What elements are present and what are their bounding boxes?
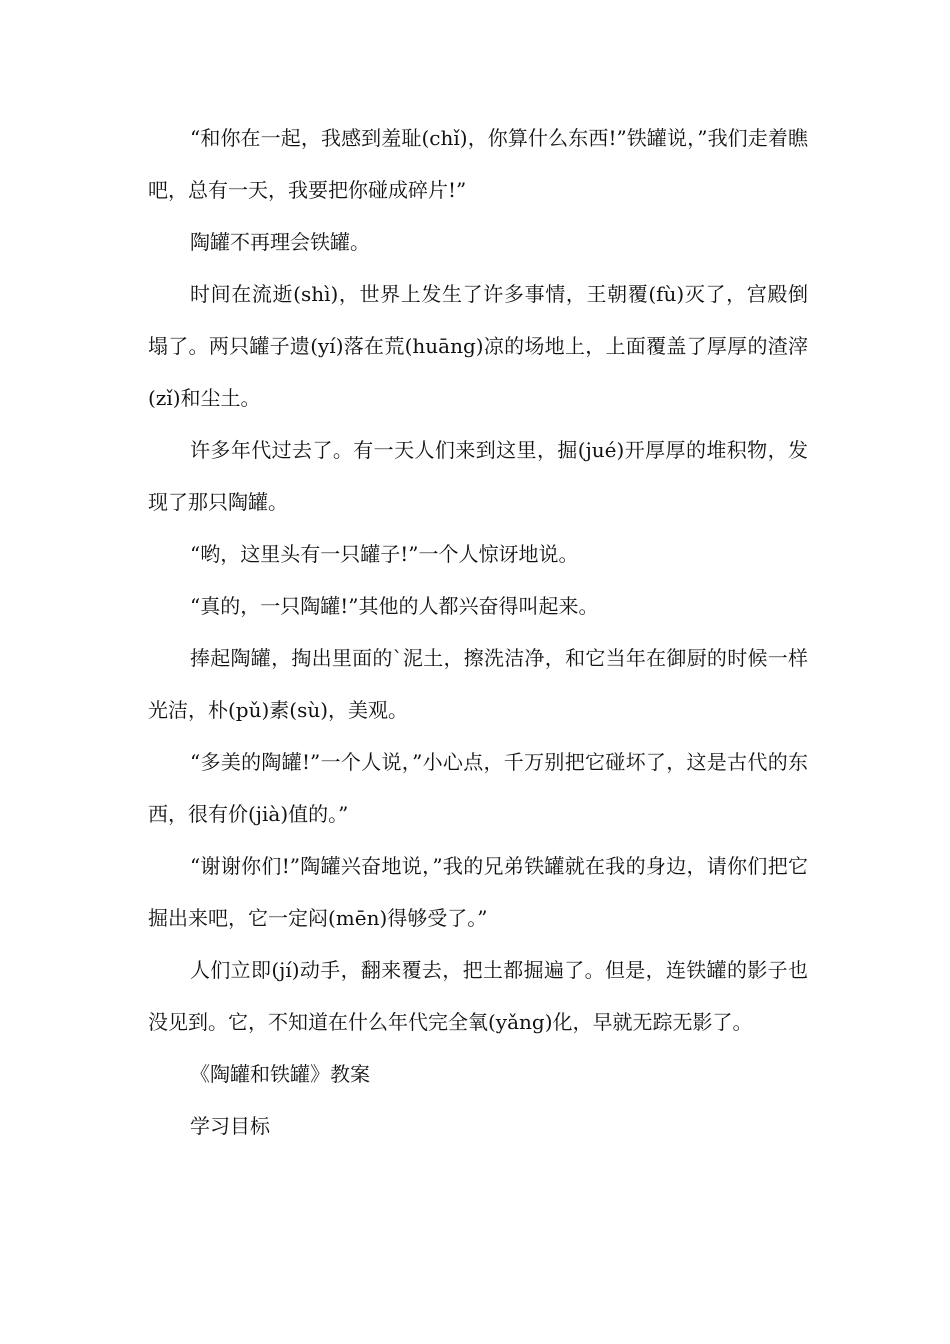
paragraph: 陶罐不再理会铁罐。: [190, 230, 370, 254]
document-body: [148, 112, 808, 1152]
paragraph: 许多年代过去了。有一天人们来到这里，掘(jué)开厚厚的堆积物，发现了那只陶罐。: [148, 438, 808, 514]
paragraph: 时间在流逝(shì)，世界上发生了许多事情，王朝覆(fù)灭了，宫殿倒塌了。两只罐子遗(yí)落在荒(huāng)凉的场地上，上面覆盖了厚厚的渣滓(zǐ)和尘土。: [148, 282, 808, 410]
paragraph: 人们立即(jí)动手，翻来覆去，把土都掘遍了。但是，连铁罐的影子也没见到。它，不知道在什么年代完全氧(yǎng)化，早就无踪无影了。: [148, 958, 808, 1034]
paragraph: “和你在一起，我感到羞耻(chǐ)，你算什么东西!”铁罐说，”我们走着瞧吧，总有一天，我要把你碰成碎片!”: [148, 126, 808, 202]
paragraph: “谢谢你们!”陶罐兴奋地说，”我的兄弟铁罐就在我的身边，请你们把它掘出来吧，它一定闷(mēn)得够受了。”: [148, 854, 808, 930]
lesson-title: 《陶罐和铁罐》教案: [190, 1062, 370, 1086]
paragraph: “多美的陶罐!”一个人说，”小心点，千万别把它碰坏了，这是古代的东西，很有价(jià)值的。”: [148, 750, 808, 826]
paragraph: “哟，这里头有一只罐子!”一个人惊讶地说。: [190, 542, 579, 566]
paragraph: 捧起陶罐，掏出里面的`泥土，擦洗洁净，和它当年在御厨的时候一样光洁，朴(pǔ)素(sù)，美观。: [148, 646, 808, 722]
paragraph: “真的，一只陶罐!”其他的人都兴奋得叫起来。: [190, 594, 599, 618]
section-heading: 学习目标: [190, 1114, 270, 1138]
